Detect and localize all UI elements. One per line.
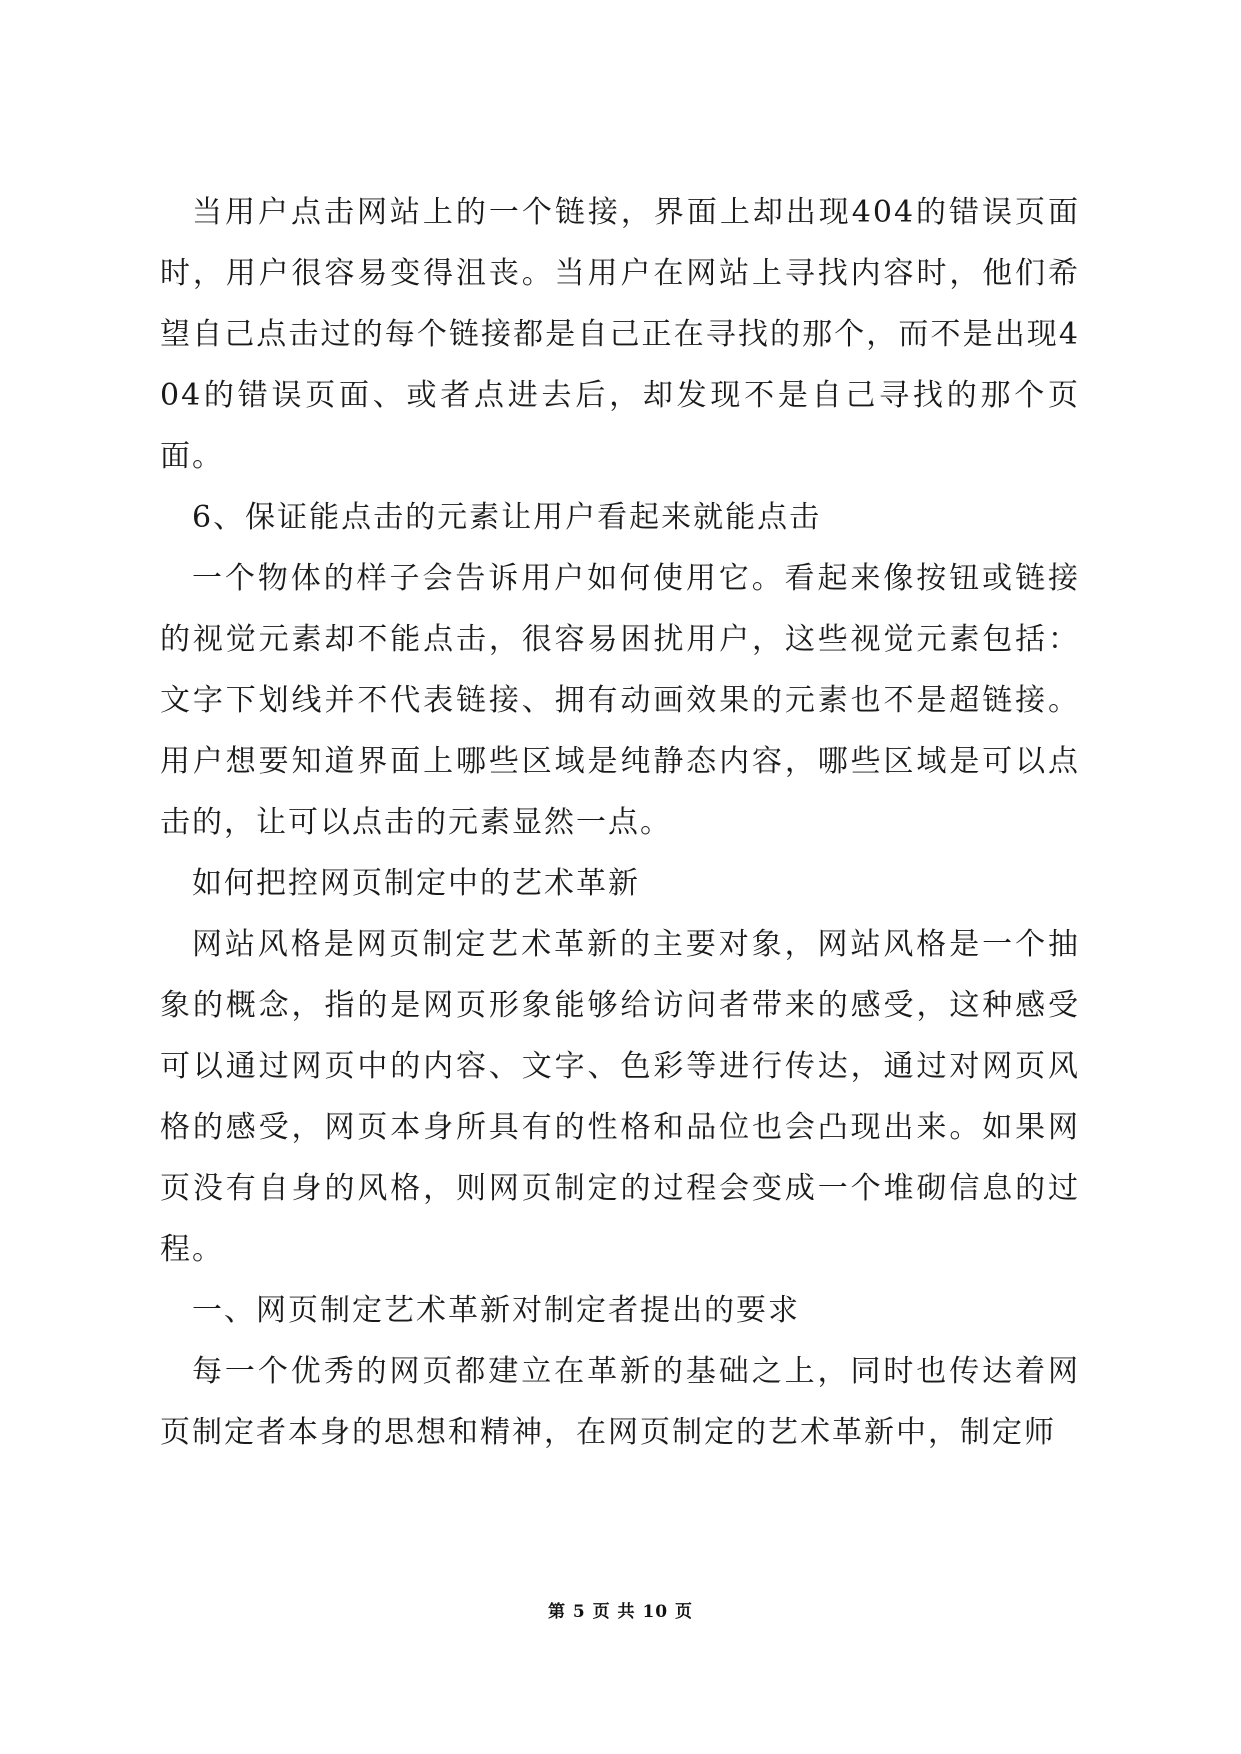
paragraph-clickable-elements: 一个物体的样子会告诉用户如何使用它。看起来像按钮或链接的视觉元素却不能点击，很容易困扰用户，这些视觉元素包括：文字下划线并不代表链接、拥有动画效果的元素也不是超链接。用户想要知道界面上哪些区域是纯静态内容，哪些区域是可以点击的，让可以点击的元素显然一点。 <box>160 561 1080 840</box>
section-heading-designer-requirements: 一、网页制定艺术革新对制定者提出的要求 <box>192 1293 800 1328</box>
paragraph-website-style: 网站风格是网页制定艺术革新的主要对象，网站风格是一个抽象的概念，指的是网页形象能够给访问者带来的感受，这种感受可以通过网页中的内容、文字、色彩等进行传达，通过对网页风格的感受，网页本身所具有的性格和品位也会凸现出来。如果网页没有自身的风格，则网页制定的过程会变成一个堆砌信息的过程。 <box>160 927 1080 1267</box>
paragraph-404-error: 当用户点击网站上的一个链接，界面上却出现404的错误页面时，用户很容易变得沮丧。当用户在网站上寻找内容时，他们希望自己点击过的每个链接都是自己正在寻找的那个，而不是出现404的错误页面、或者点进去后，却发现不是自己寻找的那个页面。 <box>160 195 1080 474</box>
section-heading-clickable-elements: 6、保证能点击的元素让用户看起来就能点击 <box>192 500 822 535</box>
section-heading-art-innovation: 如何把控网页制定中的艺术革新 <box>192 866 640 901</box>
paragraph-innovation-basis: 每一个优秀的网页都建立在革新的基础之上，同时也传达着网页制定者本身的思想和精神，在网页制定的艺术革新中，制定师 <box>160 1354 1080 1450</box>
page-number-footer: 第 5 页 共 10 页 <box>547 1602 694 1622</box>
document-body <box>160 182 1080 1463</box>
